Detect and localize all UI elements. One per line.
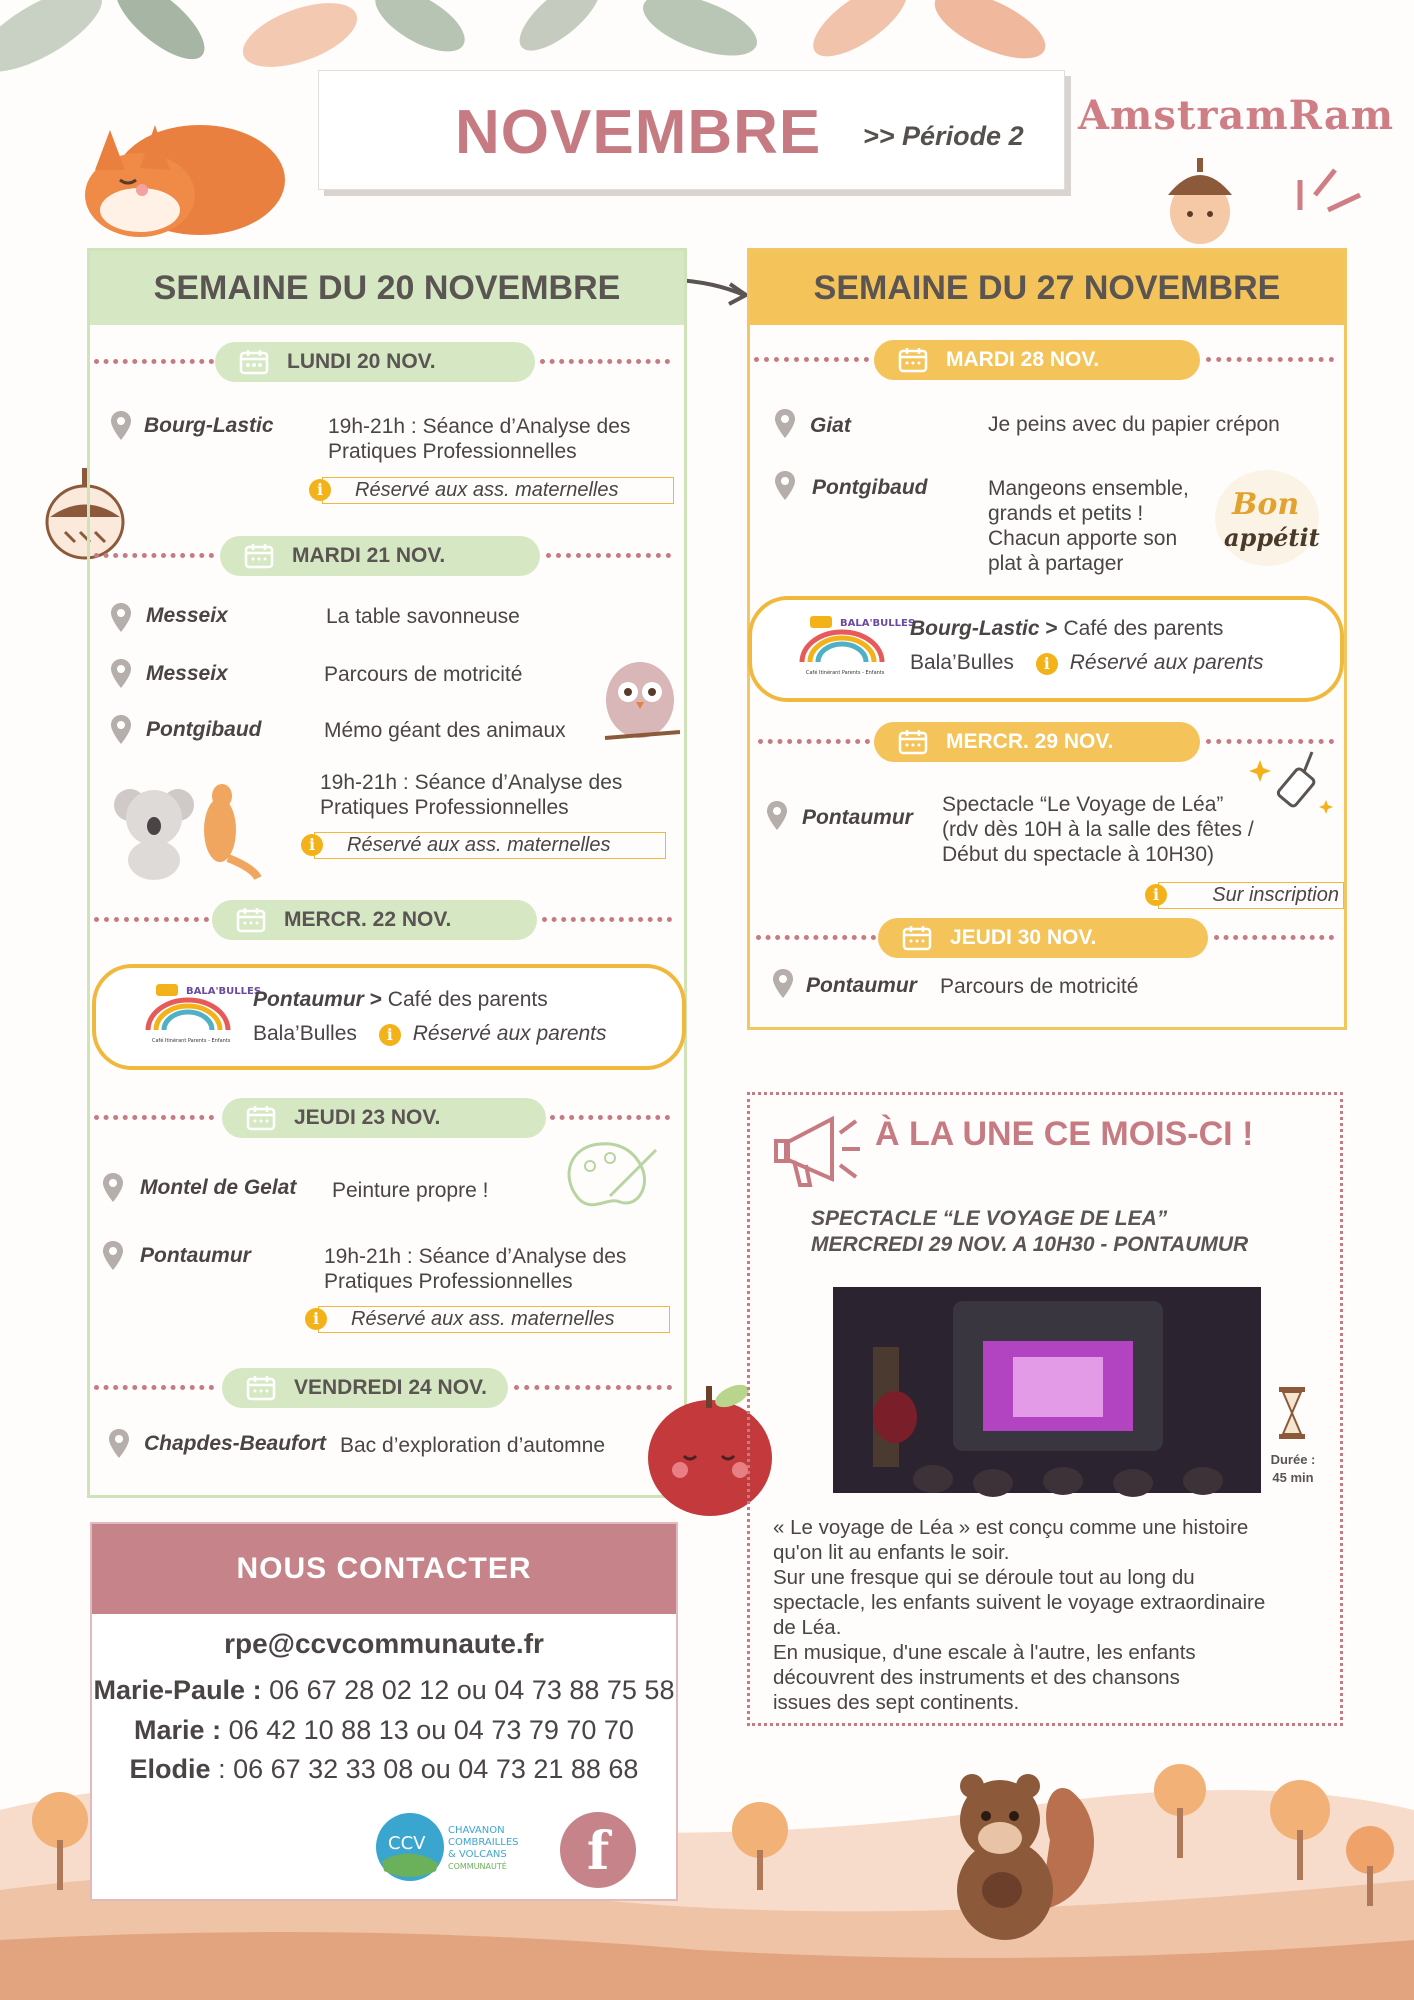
location-pin-icon (110, 714, 132, 746)
svg-text:Café Itinérant Parents - Enfan: Café Itinérant Parents - Enfants (806, 670, 885, 676)
event-text: Spectacle “Le Voyage de Léa” (rdv dès 10H à la salle des fêtes / Début du spectacle à 10H30) (942, 793, 1254, 866)
inscription-note: i Sur inscription (1158, 882, 1344, 909)
contact-marie: Marie : 06 42 10 88 13 ou 04 73 79 70 70 (134, 1715, 634, 1745)
title-banner (318, 70, 1065, 190)
contact-email[interactable]: rpe@ccvcommunaute.fr (224, 1628, 544, 1659)
event-text: Peinture propre ! (332, 1179, 489, 1202)
palette-icon (560, 1136, 660, 1216)
location-pin-icon (774, 470, 796, 502)
day-label: LUNDI 20 NOV. (287, 350, 436, 373)
featured-description: « Le voyage de Léa » est conçu comme une histoire qu'on lit au enfants le soir. Sur une fresque qui se déroule tout au long du spectacle, les enfants suivent le voyage extraordinaire de Léa. En musique, d'une escale à l'autre, les enfants découvrent des instruments et des chansons issues des sept continents. (773, 1516, 1266, 1714)
day-label: JEUDI 30 NOV. (950, 926, 1097, 949)
place-name: Montel de Gelat (140, 1176, 297, 1199)
brand-name: AmstramRam (1078, 92, 1395, 139)
event-text: 19h-21h : Séance d’Analyse des Pratiques Professionnelles (328, 415, 631, 463)
day-label: MARDI 21 NOV. (292, 544, 446, 567)
bala-bulles-logo (792, 612, 916, 676)
place-name: Pontaumur (802, 806, 913, 829)
event-text: Bourg-Lastic > Café des parents Bala’Bulles i Réservé aux parents (910, 617, 1264, 674)
info-icon: i (1145, 884, 1167, 906)
featured-title: À LA UNE CE MOIS-CI ! (875, 1115, 1254, 1153)
svg-text:CCV: CCV (388, 1833, 426, 1854)
location-pin-icon (102, 1240, 124, 1272)
event-text: Pontaumur > Café des parents Bala’Bulles i Réservé aux parents (253, 988, 607, 1045)
event-text: Parcours de motricité (324, 663, 523, 686)
place-name: Messeix (146, 662, 228, 685)
contact-title: NOUS CONTACTER (92, 1524, 676, 1614)
place-name: Messeix (146, 604, 228, 627)
facebook-icon[interactable]: f (560, 1812, 636, 1888)
place-name: Pontaumur (806, 974, 917, 997)
squirrel-illustration (930, 1750, 1110, 1950)
fox-illustration (70, 100, 300, 240)
info-icon: i (1036, 653, 1058, 675)
contact-section (90, 1522, 678, 1901)
featured-section (747, 1092, 1343, 1726)
svg-text:Café Itinérant Parents - Enfan: Café Itinérant Parents - Enfants (152, 1038, 231, 1044)
location-pin-icon (108, 1428, 130, 1460)
location-pin-icon (774, 408, 796, 440)
reserved-note: i Réservé aux ass. maternelles (314, 832, 666, 859)
svg-text:CHAVANON: CHAVANON (448, 1825, 505, 1836)
info-icon: i (379, 1024, 401, 1046)
event-text: 19h-21h : Séance d’Analyse des Pratiques Professionnelles (320, 771, 623, 819)
day-label: MERCR. 22 NOV. (284, 908, 452, 931)
svg-text:COMBRAILLES: COMBRAILLES (448, 1837, 519, 1848)
event-text: Parcours de motricité (940, 975, 1139, 998)
place-name: Pontgibaud (146, 718, 262, 741)
day-label: VENDREDI 24 NOV. (294, 1376, 487, 1399)
koala-kangaroo-illustration (110, 770, 260, 880)
day-label: JEUDI 23 NOV. (294, 1106, 441, 1129)
reserved-note: i Réservé aux ass. maternelles (318, 1306, 670, 1333)
location-pin-icon (772, 968, 794, 1000)
reserved-note: i Réservé aux ass. maternelles (322, 477, 674, 504)
svg-text:Bon: Bon (1232, 487, 1300, 522)
period-label: >> Période 2 (863, 121, 1024, 151)
location-pin-icon (102, 1172, 124, 1204)
place-name: Giat (810, 414, 851, 437)
bala-bulles-logo (138, 980, 262, 1044)
place-name: Pontaumur (140, 1244, 251, 1267)
week-27-title: SEMAINE DU 27 NOVEMBRE (750, 251, 1344, 325)
featured-date: MERCREDI 29 NOV. A 10H30 - PONTAUMUR (811, 1233, 1249, 1256)
duration-label: Durée : 45 min (1270, 1452, 1316, 1485)
hourglass-icon (1277, 1385, 1307, 1441)
svg-text:COMMUNAUTÉ: COMMUNAUTÉ (448, 1862, 507, 1871)
info-icon: i (305, 1308, 327, 1330)
place-name: Chapdes-Beaufort (144, 1432, 327, 1455)
info-icon: i (301, 834, 323, 856)
week-20-title: SEMAINE DU 20 NOVEMBRE (90, 251, 684, 325)
day-label: MERCR. 29 NOV. (946, 730, 1114, 753)
acorn-illustration (1160, 150, 1240, 250)
sparkle-lines (1290, 150, 1370, 220)
contact-marie-paule: Marie-Paule : 06 67 28 02 12 ou 04 73 88 75 58 (93, 1675, 675, 1705)
svg-text:appétit: appétit (1224, 523, 1320, 552)
place-name: Bourg-Lastic (910, 617, 1040, 640)
place-name: Pontaumur (253, 988, 364, 1011)
location-pin-icon (766, 800, 788, 832)
featured-subtitle: SPECTACLE “LE VOYAGE DE LEA” (811, 1207, 1168, 1230)
event-text: Mangeons ensemble, grands et petits ! Chacun apporte son plat à partager (988, 477, 1189, 575)
svg-text:BALA'BULLES: BALA'BULLES (840, 618, 916, 629)
svg-text:BALA'BULLES: BALA'BULLES (186, 986, 262, 997)
location-pin-icon (110, 658, 132, 690)
bon-appetit-sticker (1212, 466, 1322, 570)
page-title: NOVEMBRE (455, 98, 822, 167)
ccv-logo (376, 1809, 536, 1889)
svg-text:& VOLCANS: & VOLCANS (448, 1849, 507, 1860)
megaphone-icon (772, 1109, 868, 1191)
day-label: MARDI 28 NOV. (946, 348, 1100, 371)
contact-elodie: Elodie : 06 67 32 33 08 ou 04 73 21 88 68 (129, 1754, 639, 1784)
event-text: La table savonneuse (326, 605, 520, 628)
place-name: Pontgibaud (812, 476, 928, 499)
event-text: Bac d’exploration d’automne (340, 1434, 606, 1457)
event-text: 19h-21h : Séance d’Analyse des Pratiques Professionnelles (324, 1245, 627, 1293)
spotlight-icon (1256, 740, 1336, 830)
location-pin-icon (110, 602, 132, 634)
owl-illustration (600, 654, 682, 746)
info-icon: i (309, 479, 331, 501)
show-photo (833, 1287, 1261, 1493)
place-name: Bourg-Lastic (144, 414, 274, 437)
location-pin-icon (110, 410, 132, 442)
event-text: Mémo géant des animaux (324, 719, 566, 742)
event-text: Je peins avec du papier crépon (988, 413, 1280, 436)
